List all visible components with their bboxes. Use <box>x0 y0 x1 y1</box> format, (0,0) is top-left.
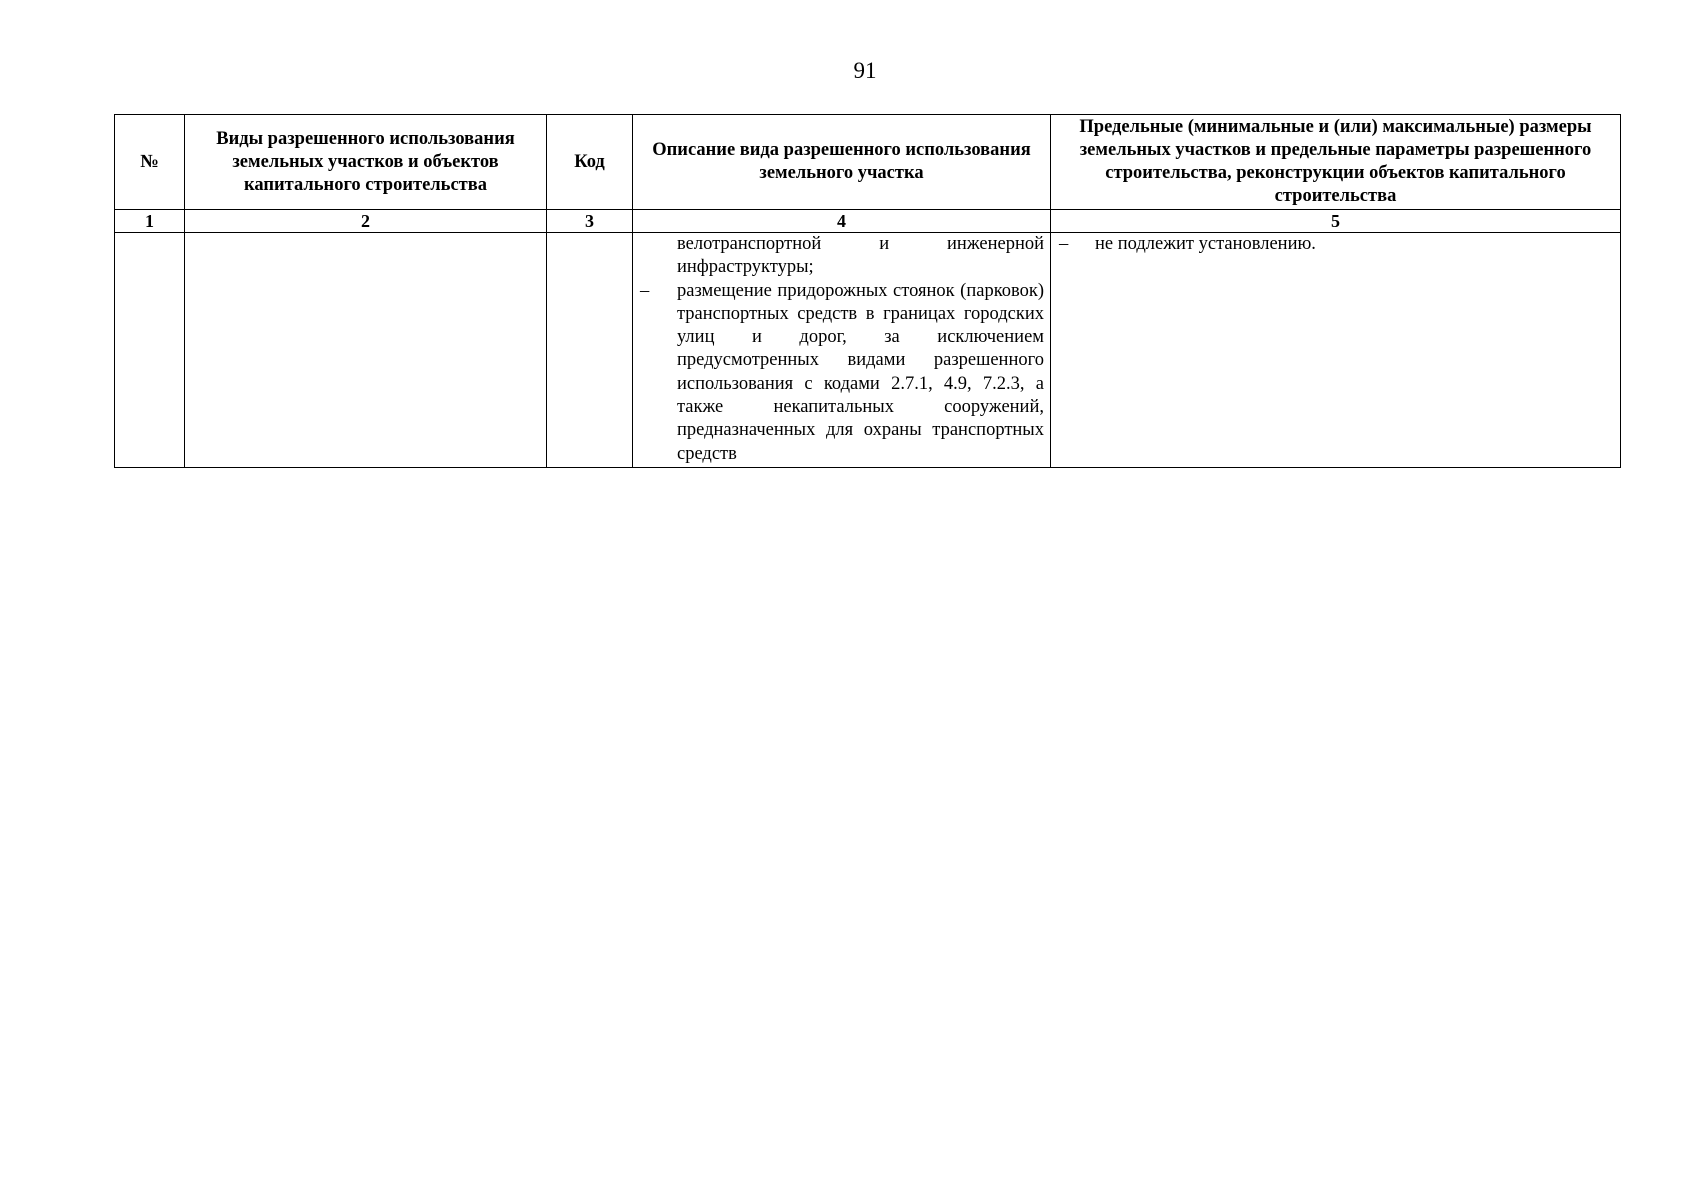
column-number-2: 2 <box>185 210 547 233</box>
row-description-cell <box>633 233 1051 468</box>
dash-marker: – <box>1059 234 1069 254</box>
column-number-3: 3 <box>547 210 633 233</box>
limits-text: не подлежит установлению. <box>1095 234 1316 254</box>
header-number: № <box>115 115 185 210</box>
column-number-4: 4 <box>633 210 1051 233</box>
column-number-1: 1 <box>115 210 185 233</box>
header-usage-types: Виды разрешенного использования земельных участков и объектов капитального строительства <box>185 115 547 210</box>
table-header-row <box>115 115 1621 210</box>
description-text: велотранспортной и инженерной инфраструктуры; <box>677 234 1044 278</box>
header-description: Описание вида разрешенного использования земельного участка <box>633 115 1051 210</box>
header-code: Код <box>547 115 633 210</box>
page-number: 91 <box>853 58 877 83</box>
table-row <box>115 233 1621 468</box>
limits-item <box>1051 233 1620 256</box>
regulations-table <box>114 114 1621 468</box>
row-limits-cell <box>1051 233 1621 468</box>
column-number-5: 5 <box>1051 210 1621 233</box>
dash-marker: – <box>640 280 650 301</box>
row-usage-type-cell <box>185 233 547 468</box>
description-text: размещение придорожных стоянок (парковок) транспортных средств в границах городских улиц и дорог, за исключением предусмотренных видами разрешенного использования с кодами 2.7.1, 4.9, 7.2.3, а также некапитальных сооружений, предназначенных для охраны транспортных средств <box>677 280 1044 464</box>
row-number-cell <box>115 233 185 468</box>
column-numbers-row <box>115 210 1621 233</box>
row-code-cell <box>547 233 633 468</box>
description-item <box>633 233 1044 280</box>
description-item <box>633 280 1044 466</box>
header-limits: Предельные (минимальные и (или) максимальные) размеры земельных участков и предельные параметры разрешенного строительства, реконструкции объектов капитального строительства <box>1051 115 1621 210</box>
